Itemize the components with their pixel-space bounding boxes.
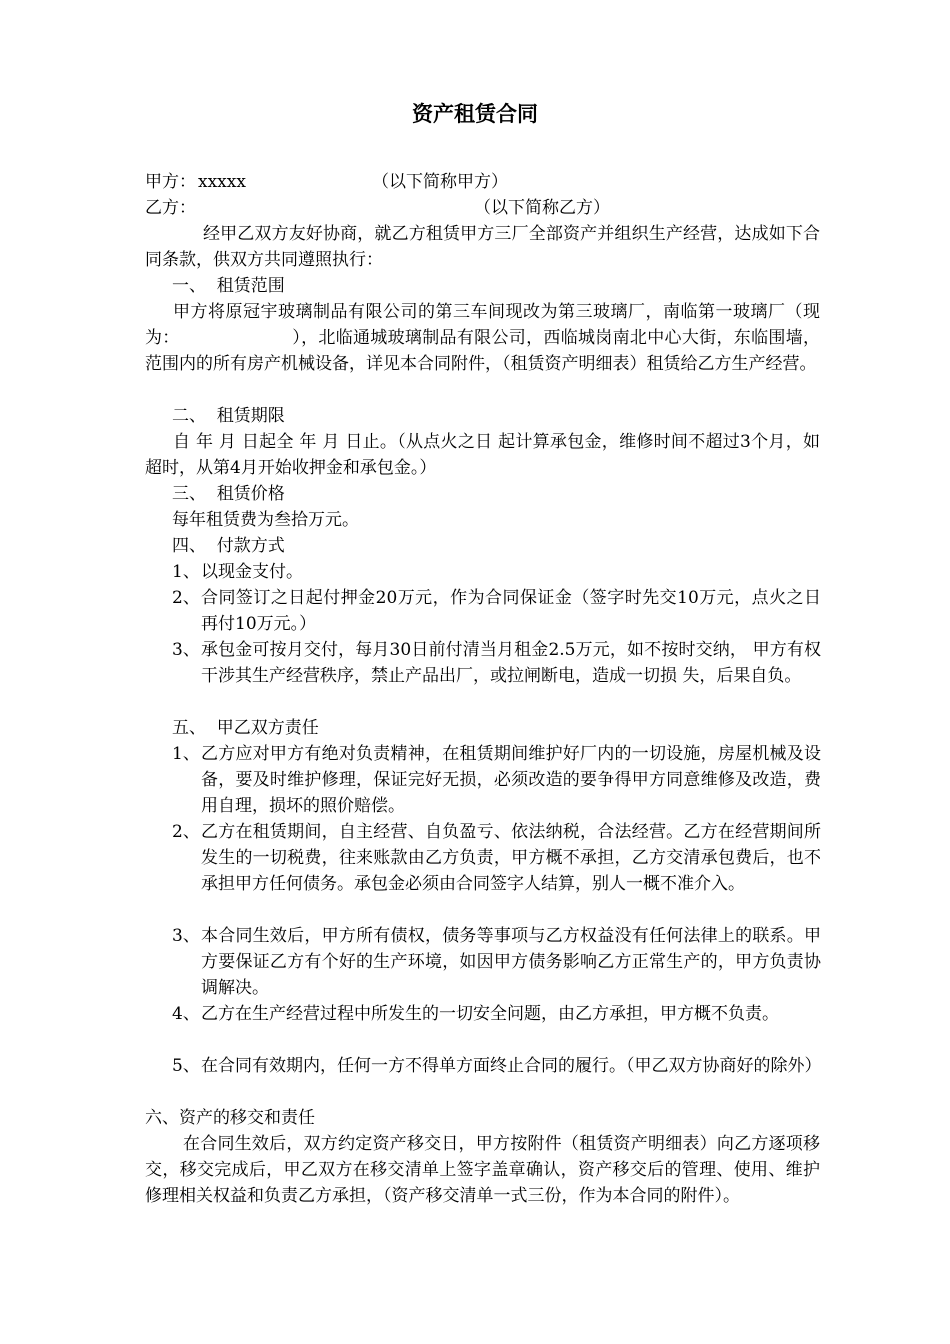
section-1-body: 甲方将原冠宇玻璃制品有限公司的第三车间现改为第三玻璃厂，南临第一玻璃厂（现为： ），北临通城玻璃制品有限公司，西临城岗南北中心大街，东临围墙，范围内的所有房产机械设备，详见本合同附件，（租赁资产明细表）租赁给乙方生产经营。: [145, 302, 820, 374]
responsibility-item-text: 乙方应对甲方有绝对负责精神，在租赁期间维护好厂内的一切设施，房屋机械及设备，要及时维护修理，保证完好无损，必须改造的要争得甲方同意维修及改造，费用自理，损坏的照价赔偿。: [201, 744, 821, 816]
responsibility-item-number: 3、: [172, 926, 200, 946]
payment-item-text: 以现金支付。: [201, 562, 303, 582]
section-5-heading: 五、 甲乙双方责任: [172, 718, 319, 738]
party-a-label: 甲方：: [145, 172, 196, 192]
section-2-heading: 二、 租赁期限: [172, 406, 285, 426]
responsibility-item-number: 2、: [172, 822, 200, 842]
document-title: 资产租赁合同: [412, 102, 538, 126]
section-1-heading: 一、 租赁范围: [172, 276, 285, 296]
section-3-body: 每年租赁费为叁拾万元。: [172, 510, 359, 530]
party-b-note: （以下简称乙方）: [474, 198, 610, 218]
responsibility-item-number: 1、: [172, 744, 200, 764]
section-6-body: 在合同生效后，双方约定资产移交日，甲方按附件（租赁资产明细表）向乙方逐项移交，移交完成后，甲乙双方在移交清单上签字盖章确认，资产移交后的管理、使用、维护修理相关权益和负责乙方承担，（资产移交清单一式三份，作为本合同的附件）。: [145, 1134, 820, 1206]
payment-item-text: 合同签订之日起付押金20万元，作为合同保证金（签字时先交10万元，点火之日再付10万元。）: [201, 588, 821, 634]
responsibility-item-text: 乙方在生产经营过程中所发生的一切安全问题，由乙方承担，甲方概不负责。: [201, 1004, 779, 1024]
responsibility-item-text: 乙方在租赁期间，自主经营、自负盈亏、依法纳税，合法经营。乙方在经营期间所发生的一切税费，往来账款由乙方负责，甲方概不承担，乙方交清承包费后，也不承担甲方任何债务。承包金必须由合同签字人结算，别人一概不准介入。: [201, 822, 821, 894]
section-2-body: 自 年 月 日起全 年 月 日止。（从点火之日 起计算承包金，维修时间不超过3个月，如超时，从第4月开始收押金和承包金。）: [145, 432, 820, 478]
payment-item-text: 承包金可按月交付，每月30日前付清当月租金2.5万元，如不按时交纳， 甲方有权干涉其生产经营秩序，禁止产品出厂，或拉闸断电，造成一切损 失，后果自负。: [201, 640, 821, 686]
payment-item-number: 2、: [172, 588, 200, 608]
responsibility-item-text: 本合同生效后，甲方所有债权，债务等事项与乙方权益没有任何法律上的联系。甲方要保证乙方有个好的生产环境，如因甲方债务影响乙方正常生产的，甲方负责协调解决。: [201, 926, 821, 998]
party-b-label: 乙方：: [145, 198, 196, 218]
responsibility-item-number: 4、: [172, 1004, 200, 1024]
party-a-name: xxxxx: [198, 172, 246, 192]
responsibility-item-text: 在合同有效期内，任何一方不得单方面终止合同的履行。（甲乙双方协商好的除外）: [201, 1056, 822, 1076]
payment-item-number: 3、: [172, 640, 200, 660]
section-6-heading: 六、资产的移交和责任: [145, 1108, 315, 1128]
party-a-note: （以下简称甲方）: [372, 172, 508, 192]
responsibility-item-number: 5、: [172, 1056, 200, 1076]
section-3-heading: 三、 租赁价格: [172, 484, 285, 504]
section-4-heading: 四、 付款方式: [172, 536, 285, 556]
intro-paragraph: 经甲乙双方友好协商，就乙方租赁甲方三厂全部资产并组织生产经营，达成如下合同条款，供双方共同遵照执行：: [145, 224, 820, 270]
payment-item-number: 1、: [172, 562, 200, 582]
